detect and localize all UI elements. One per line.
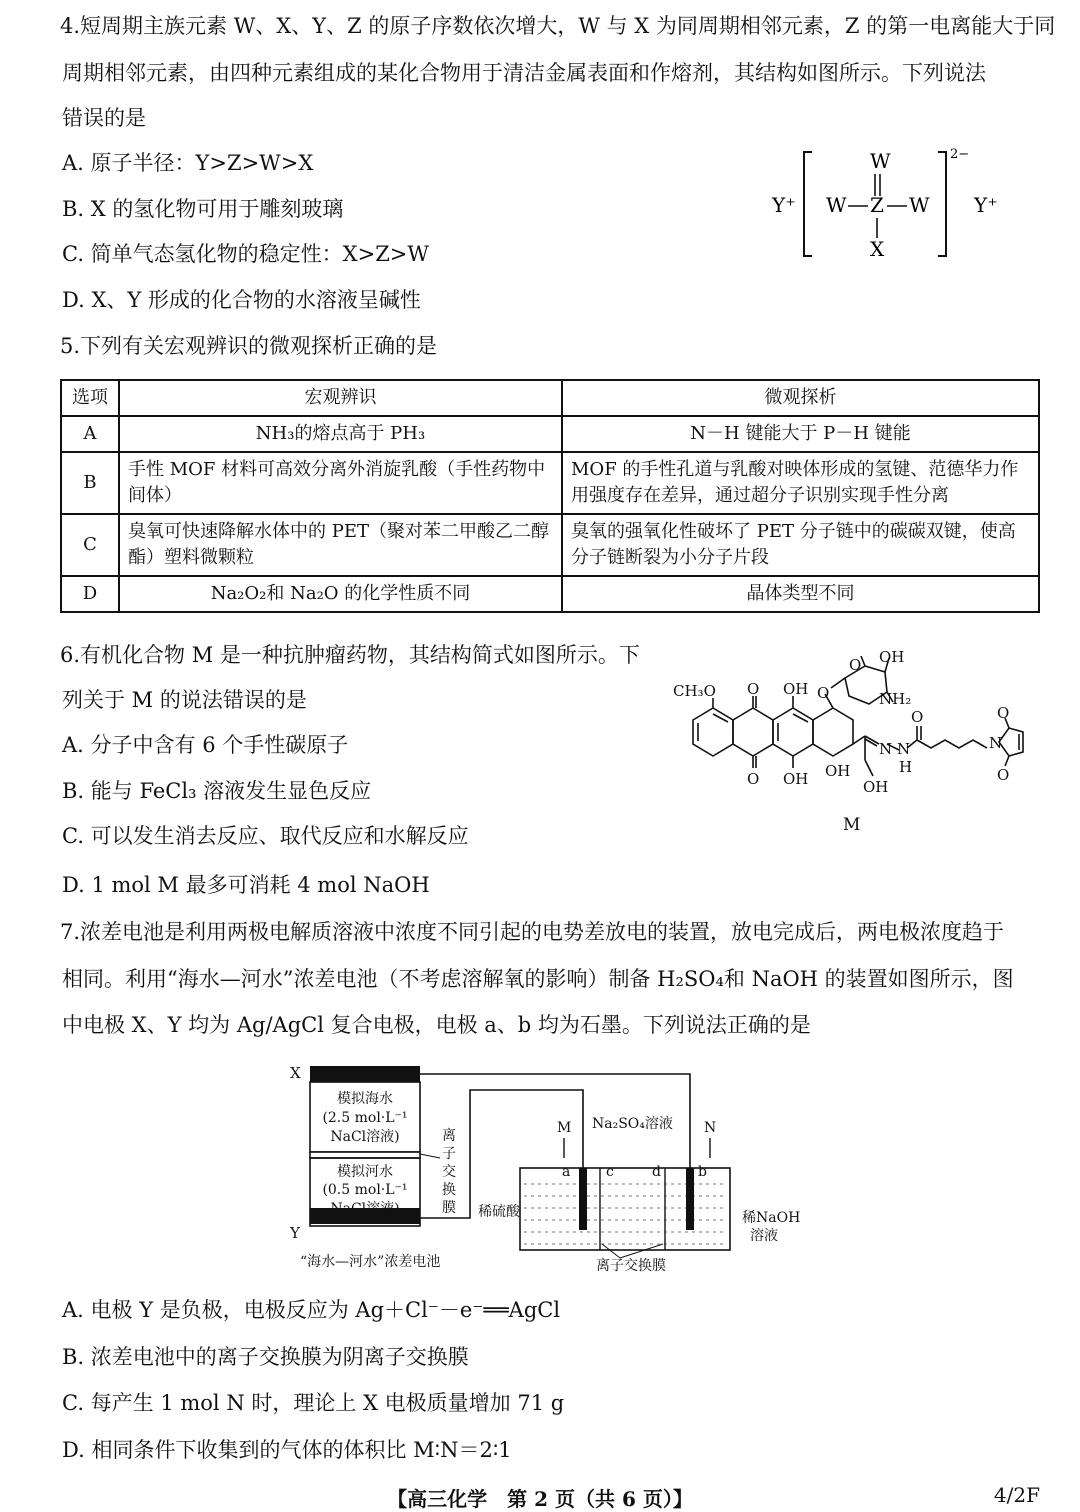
- row-key: B: [61, 452, 119, 514]
- membrane-char: 交: [442, 1164, 456, 1180]
- table-row: [61, 452, 1039, 514]
- row-key: A: [61, 416, 119, 452]
- q6-option-d: D. 1 mol M 最多可消耗 4 mol NaOH: [62, 873, 430, 897]
- anion-charge: 2−: [950, 147, 970, 162]
- row-macro: 臭氧可快速降解水体中的 PET（聚对苯二甲酸乙二醇酯）塑料微颗粒: [119, 514, 562, 576]
- q6-option-a: A. 分子中含有 6 个手性碳原子: [62, 733, 349, 757]
- mol-o-top: O: [747, 680, 760, 698]
- mol-o-amide: O: [911, 708, 924, 726]
- mol-oh-bottom: OH: [783, 770, 809, 788]
- membrane-char: 膜: [442, 1200, 456, 1216]
- row-micro: 臭氧的强氧化性破坏了 PET 分子链中的碳碳双键，使高分子链断裂为小分子片段: [562, 514, 1039, 576]
- cation-right: Y⁺: [974, 193, 998, 217]
- q4-option-c: C. 简单气态氢化物的稳定性：X>Z>W: [62, 242, 429, 266]
- gas-m-label: M: [557, 1120, 572, 1136]
- table-row: [61, 576, 1039, 612]
- battery-caption: “海水—河水”浓差电池: [300, 1254, 441, 1270]
- mol-o-bottom: O: [747, 770, 760, 788]
- q6-option-c: C. 可以发生消去反应、取代反应和水解反应: [62, 824, 469, 848]
- atom-center-z: Z: [870, 193, 884, 217]
- header-macro: 宏观辨识: [119, 380, 562, 416]
- q7-option-a: A. 电极 Y 是负极，电极反应为 Ag＋Cl⁻－e⁻══AgCl: [62, 1298, 561, 1322]
- membrane-c: c: [606, 1164, 614, 1180]
- q4-stem-line1: 4.短周期主族元素 W、X、Y、Z 的原子序数依次增大，W 与 X 为同周期相邻元素，Z 的第一电离能大于同: [60, 14, 1056, 38]
- table-row: [61, 514, 1039, 576]
- na2so4-label: Na₂SO₄溶液: [592, 1116, 673, 1132]
- mol-h: H: [899, 758, 913, 776]
- mol-n-imide: N: [989, 734, 1003, 752]
- q4-stem-line3: 错误的是: [62, 106, 146, 130]
- electrode-x-label: X: [290, 1064, 301, 1082]
- header-micro: 微观探析: [562, 380, 1039, 416]
- q5-stem: 5.下列有关宏观辨识的微观探析正确的是: [60, 334, 438, 358]
- naoh-label-1: 稀NaOH: [742, 1210, 801, 1226]
- gas-n-label: N: [704, 1120, 717, 1136]
- mol-n2: N: [897, 740, 911, 758]
- membrane-char: 离: [442, 1128, 456, 1144]
- page-code: 4/2F: [993, 1483, 1040, 1507]
- q7-stem-line1: 7.浓差电池是利用两极电解质溶液中浓度不同引起的电势差放电的装置，放电完成后，两电极浓度趋于: [60, 920, 1005, 944]
- q6-stem-line1: 6.有机化合物 M 是一种抗肿瘤药物，其结构简式如图所示。下: [60, 643, 640, 667]
- atom-bottom-x: X: [870, 237, 885, 261]
- mol-ch3o: CH₃O: [673, 682, 716, 700]
- mol-o-imide1: O: [997, 704, 1010, 722]
- row-key: C: [61, 514, 119, 576]
- row-micro: 晶体类型不同: [562, 576, 1039, 612]
- river-label-3: NaCl溶液): [330, 1201, 400, 1217]
- atom-right-w: W: [909, 193, 930, 217]
- membrane-caption: 离子交换膜: [596, 1258, 666, 1274]
- naoh-label-2: 溶液: [750, 1228, 778, 1244]
- cation-left: Y⁺: [772, 193, 796, 217]
- q5-table: [60, 379, 1040, 613]
- header-option: 选项: [61, 380, 119, 416]
- mol-nh2: NH₂: [879, 690, 912, 708]
- table-header-row: [61, 380, 1039, 416]
- sea-label-2: (2.5 mol·L⁻¹: [322, 1110, 408, 1126]
- q4-structure-figure: [760, 140, 1020, 270]
- membrane-d: d: [652, 1164, 661, 1180]
- electrode-a: a: [562, 1164, 571, 1180]
- q6-option-b: B. 能与 FeCl₃ 溶液发生显色反应: [62, 779, 372, 803]
- mol-oh-chain: OH: [863, 778, 889, 796]
- q4-option-d: D. X、Y 形成的化合物的水溶液呈碱性: [62, 288, 421, 312]
- electrode-b: b: [698, 1164, 707, 1180]
- mol-o-sugar: O: [849, 656, 862, 674]
- q6-molecule-figure: [665, 632, 1065, 842]
- row-macro: 手性 MOF 材料可高效分离外消旋乳酸（手性药物中间体）: [119, 452, 562, 514]
- row-key: D: [61, 576, 119, 612]
- row-macro: NH₃的熔点高于 PH₃: [119, 416, 562, 452]
- river-label-2: (0.5 mol·L⁻¹: [322, 1182, 408, 1198]
- row-micro: N－H 键能大于 P－H 键能: [562, 416, 1039, 452]
- atom-left-w: W: [826, 193, 847, 217]
- q7-option-d: D. 相同条件下收集到的气体的体积比 M∶N＝2∶1: [62, 1438, 512, 1462]
- page-footer-title: 【高三化学 第 2 页（共 6 页）】: [387, 1487, 693, 1511]
- mol-label-m: M: [843, 815, 861, 835]
- membrane-char: 换: [442, 1182, 456, 1198]
- q4-stem-line2: 周期相邻元素，由四种元素组成的某化合物用于清洁金属表面和作熔剂，其结构如图所示。下列说法: [62, 61, 986, 85]
- q7-cell-diagram: [280, 1058, 820, 1278]
- row-micro: MOF 的手性孔道与乳酸对映体形成的氢键、范德华力作用强度存在差异，通过超分子识别实现手性分离: [562, 452, 1039, 514]
- q7-stem-line2: 相同。利用“海水—河水”浓差电池（不考虑溶解氧的影响）制备 H₂SO₄和 NaOH 的装置如图所示，图: [62, 967, 1014, 991]
- atom-top-w: W: [870, 149, 891, 173]
- mol-o-imide2: O: [997, 766, 1010, 784]
- mol-oh-top: OH: [783, 680, 809, 698]
- q4-option-a: A. 原子半径：Y>Z>W>X: [62, 151, 314, 175]
- mol-n1: N: [879, 740, 893, 758]
- row-macro: Na₂O₂和 Na₂O 的化学性质不同: [119, 576, 562, 612]
- mol-oh-sugar: OH: [879, 648, 905, 666]
- q4-option-b: B. X 的氢化物可用于雕刻玻璃: [62, 197, 344, 221]
- q6-stem-line2: 列关于 M 的说法错误的是: [62, 688, 307, 712]
- q7-option-b: B. 浓差电池中的离子交换膜为阴离子交换膜: [62, 1345, 469, 1369]
- table-row: [61, 416, 1039, 452]
- electrode-y-label: Y: [290, 1224, 300, 1242]
- sea-label-3: NaCl溶液): [330, 1129, 400, 1145]
- mol-o-ether: O: [817, 684, 830, 702]
- river-label-1: 模拟河水: [337, 1164, 393, 1180]
- acid-label: 稀硫酸: [478, 1204, 520, 1220]
- q7-option-c: C. 每产生 1 mol N 时，理论上 X 电极质量增加 71 g: [62, 1391, 565, 1415]
- q7-stem-line3: 中电极 X、Y 均为 Ag/AgCl 复合电极，电极 a、b 均为石墨。下列说法正确的是: [62, 1013, 811, 1037]
- mol-oh-ring: OH: [825, 762, 851, 780]
- sea-label-1: 模拟海水: [337, 1091, 393, 1107]
- membrane-char: 子: [442, 1146, 456, 1162]
